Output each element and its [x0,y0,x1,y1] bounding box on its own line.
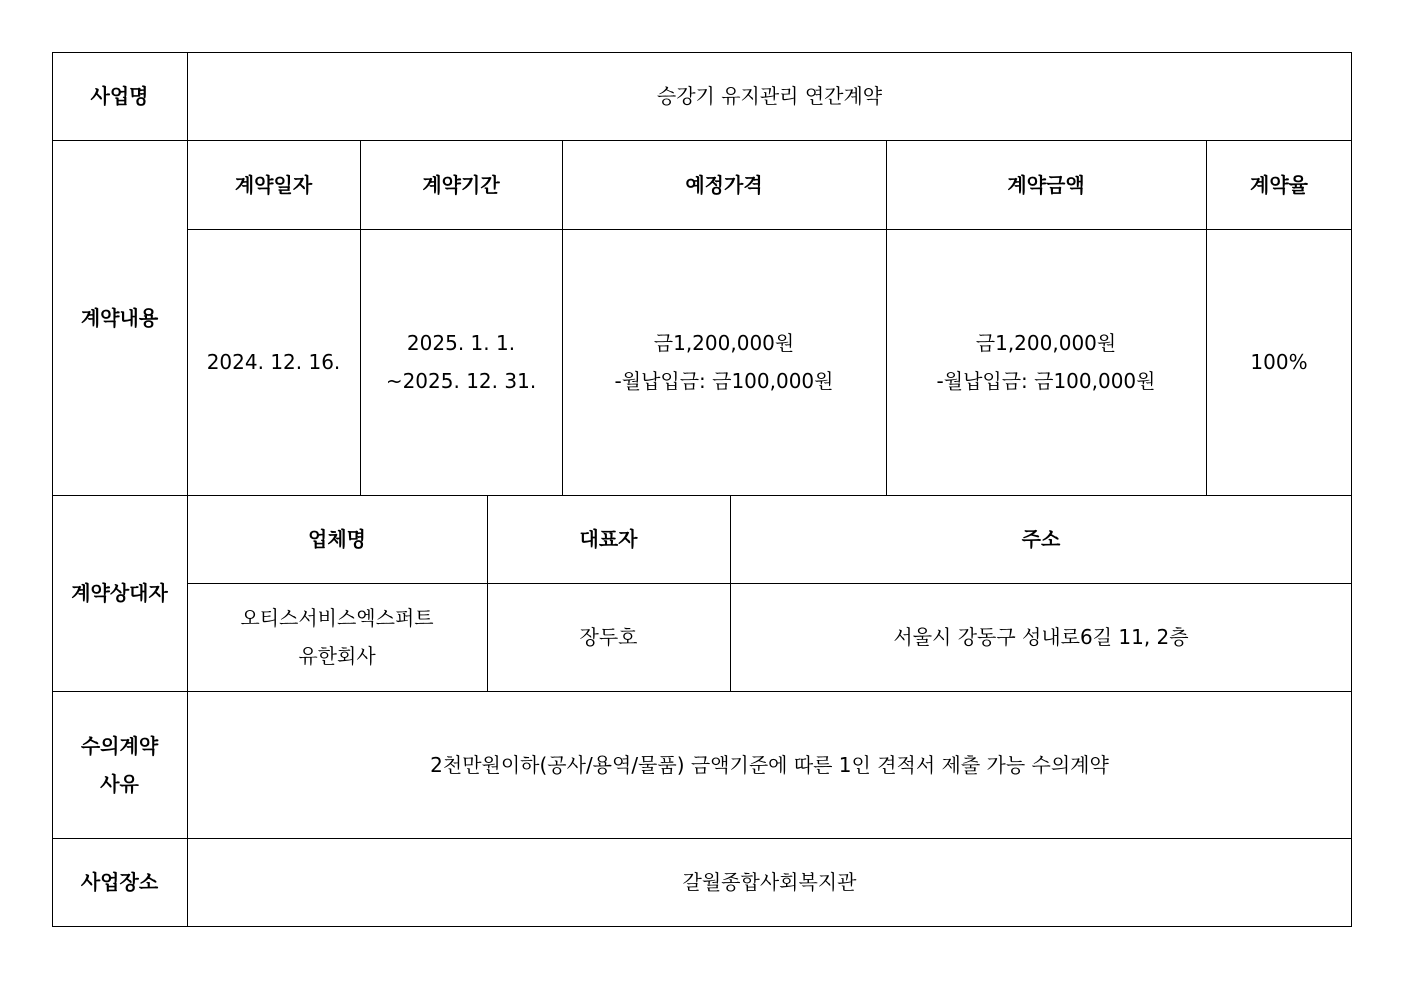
address-header: 주소 [1021,527,1061,551]
reason-label-line1: 수의계약 [80,733,159,758]
company-name-line2: 유한회사 [298,644,376,668]
contract-amount-monthly: -월납입금: 금100,000원 [936,369,1156,393]
reason-value: 2천만원이하(공사/용역/물품) 금액기준에 따른 1인 견적서 제출 가능 수의계약 [430,752,1109,777]
project-name-label: 사업명 [90,84,149,108]
contract-date-header: 계약일자 [234,172,313,197]
representative-value: 장두호 [579,625,638,649]
period-start: 2025. 1. 1. [406,331,516,355]
counterparty-label: 계약상대자 [71,581,168,605]
contract-period-value [360,229,562,495]
contract-rate-header: 계약율 [1250,172,1308,197]
contract-content-label: 계약내용 [80,305,159,330]
estimated-price-header: 예정가격 [685,172,763,197]
location-value: 갈월종합사회복지관 [682,870,857,894]
contract-date-value: 2024. 12. 16. [206,350,341,374]
period-end: ~2025. 12. 31. [385,369,537,393]
company-name-line1: 오티스서비스엑스퍼트 [240,606,434,630]
company-name-header: 업체명 [308,527,366,551]
project-name-value: 승강기 유지관리 연간계약 [656,84,883,108]
address-value: 서울시 강동구 성내로6길 11, 2층 [893,625,1189,649]
reason-label-line2: 사유 [100,771,139,796]
contract-amount-header: 계약금액 [1007,172,1085,197]
representative-header: 대표자 [579,527,638,551]
estimated-price-value [562,229,886,495]
location-label: 사업장소 [80,870,159,894]
contract-rate-value: 100% [1250,350,1308,374]
contract-amount-value [886,229,1206,495]
reason-label [52,691,187,838]
company-name-value [187,583,487,691]
estimated-price-total: 금1,200,000원 [653,331,795,355]
table-border-bottom [52,926,1352,927]
contract-period-header: 계약기간 [422,172,500,197]
contract-amount-total: 금1,200,000원 [975,331,1117,355]
estimated-price-monthly: -월납입금: 금100,000원 [614,369,834,393]
